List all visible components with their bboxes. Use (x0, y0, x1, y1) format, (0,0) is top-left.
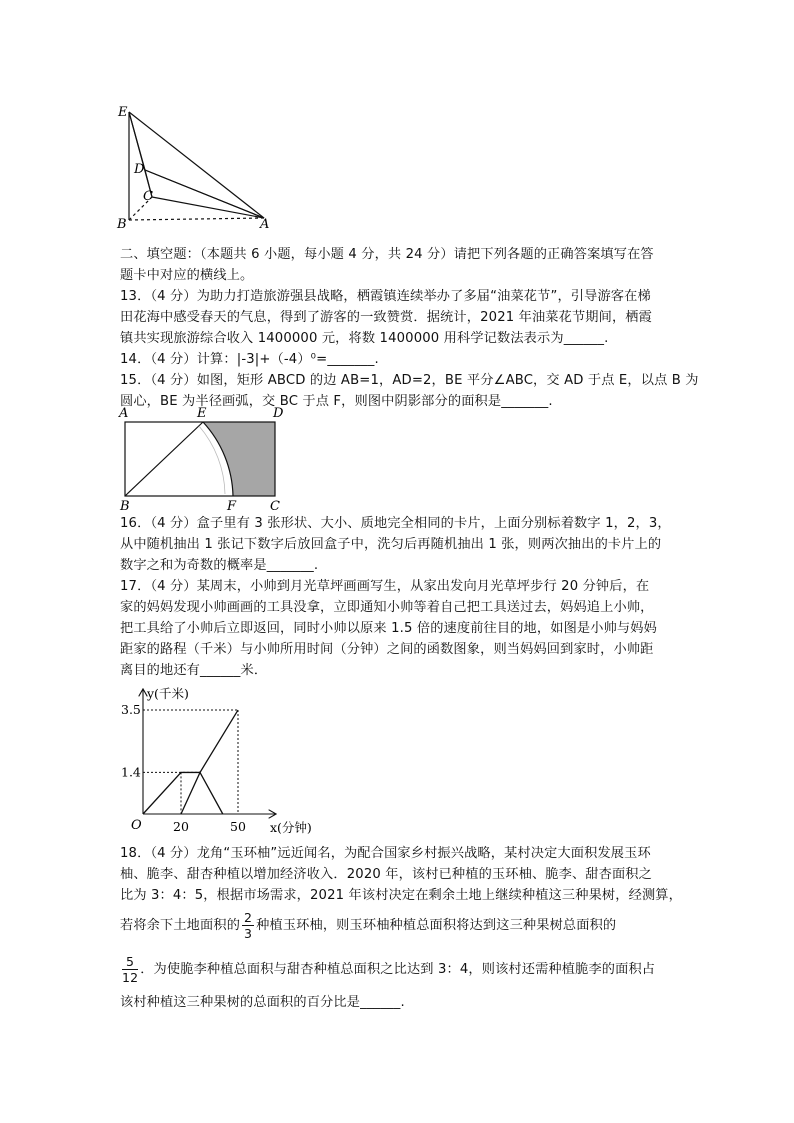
y-tick-label: 3.5 (121, 702, 141, 718)
x-tick-label: 20 (173, 819, 189, 834)
y-tick-label: 1.4 (121, 764, 141, 780)
fraction-five-twelfths (122, 954, 138, 985)
label-C: C (270, 499, 280, 514)
series-line-1 (143, 710, 238, 814)
q17-line2: 家的妈妈发现小帅画画的工具没拿，立即通知小帅等着自己把工具送过去，妈妈追上小帅， (120, 600, 654, 615)
label-E: E (197, 406, 207, 421)
q18-line1: 18．（4 分）龙角“玉环柚”远近闻名，为配合国家乡村振兴战略，某村决定大面积发展玉环 (120, 846, 651, 861)
fraction-denominator: 3 (244, 925, 253, 941)
q18-line4-text-a: 若将余下土地面积的 (120, 918, 241, 933)
label-D: D (134, 162, 145, 177)
q16-line1: 16．（4 分）盒子里有 3 张形状、大小、质地完全相同的卡片，上面分别标着数字 1，2，3， (120, 516, 671, 531)
q18-line4-text-b: 种植玉环柚，则玉环柚种植总面积将达到这三种果树总面积的 (256, 918, 617, 933)
y-axis-label: y(千米) (147, 686, 189, 701)
q17-line1: 17．（4 分）某周末，小帅到月光草坪画画写生，从家出发向月光草坪步行 20 分钟后，在 (120, 579, 650, 594)
label-D: D (273, 406, 284, 421)
q13-line1: 13．（4 分）为助力打造旅游强县战略，栖霞镇连续举办了多届“油菜花节”，引导游客在梯 (120, 289, 651, 304)
fraction-denominator: 12 (122, 969, 139, 985)
q17-line3: 把工具给了小帅后立即返回，同时小帅以原来 1.5 倍的速度前往目的地，如图是小帅与妈妈 (120, 621, 657, 636)
fraction-numerator: 5 (122, 954, 138, 970)
q18-line5 (120, 952, 680, 988)
label-B: B (120, 499, 130, 514)
q13-line2: 田花海中感受春天的气息，得到了游客的一致赞赏．据统计，2021 年油菜花节期间，栖霞 (120, 310, 652, 325)
section-heading-line2: 题卡中对应的横线上。 (120, 268, 254, 283)
section-heading-line1: 二、填空题：（本题共 6 小题，每小题 4 分，共 24 分）请把下列各题的正确答案填写在答 (120, 247, 654, 262)
label-A: A (119, 406, 129, 421)
q13-line3: 镇共实现旅游综合收入 1400000 元，将数 1400000 用科学记数法表示为______. (120, 331, 609, 346)
q15-line2: 圆心，BE 为半径画弧，交 BC 于点 F，则图中阴影部分的面积是_______. (120, 394, 553, 409)
label-E: E (118, 105, 128, 120)
pyramid-figure (112, 100, 282, 230)
q18-line5-text: ．为使脆李种植总面积与甜杏种植总面积之比达到 3：4，则该村还需种植脆李的面积占 (140, 962, 656, 977)
q18-line2: 柚、脆李、甜杏种植以增加经济收入．2020 年，该村已种植的玉环柚、脆李、甜杏面积之 (120, 867, 652, 882)
distance-time-chart (115, 684, 335, 840)
q16-line3: 数字之和为奇数的概率是_______. (120, 558, 319, 573)
x-axis-label: x(分钟) (270, 820, 312, 835)
label-F: F (227, 499, 237, 514)
rectangle-figure (115, 402, 295, 512)
label-A: A (260, 217, 270, 232)
label-B: B (117, 217, 127, 232)
q18-line4 (120, 908, 680, 944)
fraction-numerator: 2 (244, 909, 253, 925)
q18-line3: 比为 3：4：5，根据市场需求，2021 年该村决定在剩余土地上继续种植这三种果树，经测算， (120, 888, 682, 903)
q14-line1: 14．（4 分）计算：|-3|+（-4）⁰=_______. (120, 352, 379, 367)
q15-line1: 15．（4 分）如图，矩形 ABCD 的边 AB=1，AD=2，BE 平分∠ABC，交 AD 于点 E，以点 B 为 (120, 373, 699, 388)
q17-line4: 距家的路程（千米）与小帅所用时间（分钟）之间的函数图象，则当妈妈回到家时，小帅距 (120, 642, 654, 657)
shaded-region (203, 422, 275, 496)
fraction-two-thirds (242, 910, 254, 941)
q16-line2: 从中随机抽出 1 张记下数字后放回盒子中，洗匀后再随机抽出 1 张，则两次抽出的卡片上的 (120, 537, 662, 552)
q18-line6: 该村种植这三种果树的总面积的百分比是______. (120, 995, 405, 1010)
origin-label: O (131, 818, 142, 833)
series-line-2 (181, 772, 223, 814)
q17-line5: 离目的地还有______米． (120, 663, 268, 678)
label-C: C (143, 189, 153, 204)
x-tick-label: 50 (230, 819, 246, 834)
